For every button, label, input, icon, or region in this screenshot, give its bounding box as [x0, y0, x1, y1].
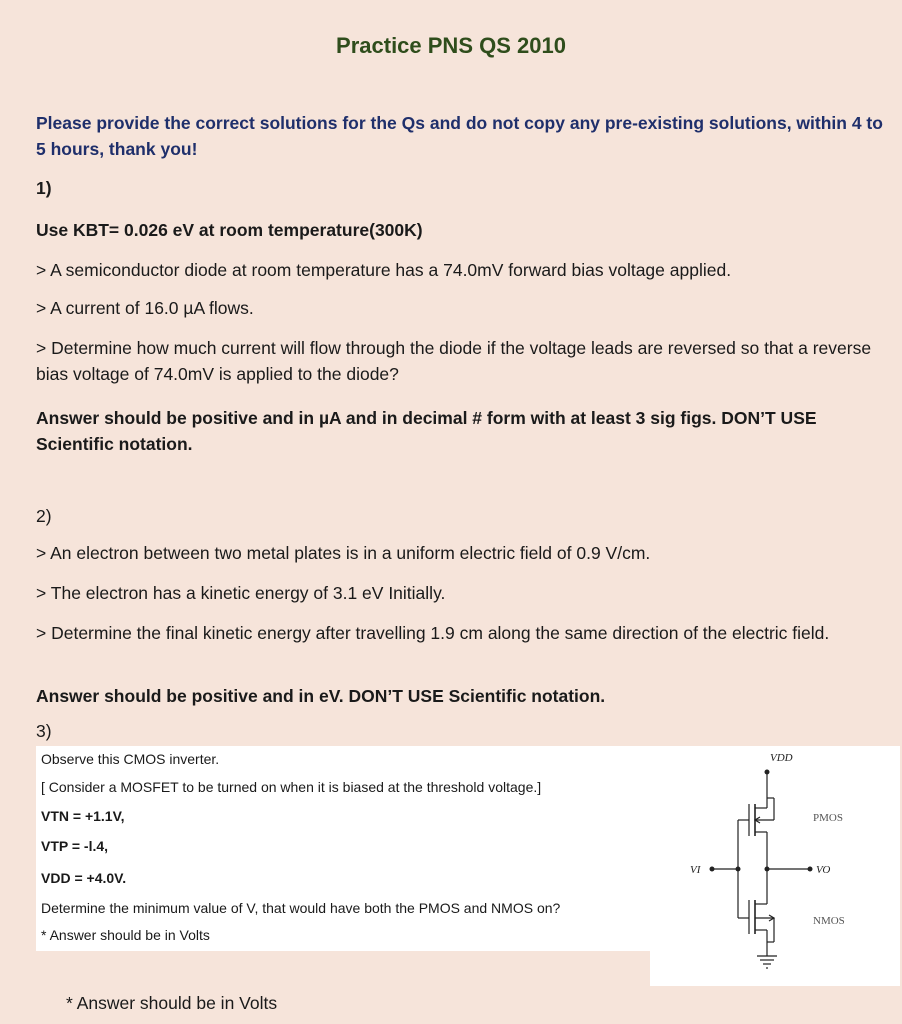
cmos-inverter-diagram — [650, 746, 900, 986]
q1-answer-note: Answer should be positive and in µA and in decimal # form with at least 3 sig figs. DON’T USE Scientific notation. — [36, 408, 817, 454]
q3-vtp: VTP = -l.4, — [41, 838, 109, 854]
ground-icon — [757, 956, 777, 968]
q3-determine: Determine the minimum value of V, that would have both the PMOS and NMOS on? — [41, 900, 561, 916]
q1-given: Use KBT= 0.026 eV at room temperature(300K) — [36, 220, 423, 240]
page-title: Practice PNS QS 2010 — [336, 33, 566, 58]
q3-vtn: VTN = +1.1V, — [41, 808, 125, 824]
vi-label: VI — [690, 864, 701, 876]
nmos-transistor — [738, 888, 774, 956]
q2-line1: > An electron between two metal plates is in a uniform electric field of 0.9 V/cm. — [36, 543, 651, 563]
cmos-inverter-svg — [650, 746, 900, 986]
q1-line1: > A semiconductor diode at room temperature has a 74.0mV forward bias voltage applied. — [36, 260, 732, 280]
q1-line2: > A current of 16.0 µA flows. — [36, 298, 254, 318]
q3-number: 3) — [36, 721, 52, 741]
q1-number: 1) — [36, 178, 52, 198]
vdd-label: VDD — [770, 752, 793, 764]
q3-observe: Observe this CMOS inverter. — [41, 751, 220, 767]
q1-line3: > Determine how much current will flow through the diode if the voltage leads are reversed so that a reverse bias voltage of 74.0mV is applied to the diode? — [36, 338, 872, 384]
q2-answer-note: Answer should be positive and in eV. DON’T USE Scientific notation. — [36, 686, 606, 706]
q3-answer-note: * Answer should be in Volts — [66, 993, 278, 1013]
vo-label: VO — [816, 864, 831, 876]
q3-box-answer: * Answer should be in Volts — [41, 927, 210, 943]
vo-terminal — [808, 867, 813, 872]
pmos-label: PMOS — [813, 812, 843, 824]
q2-line2: > The electron has a kinetic energy of 3.1 eV Initially. — [36, 583, 446, 603]
q3-consider: [ Consider a MOSFET to be turned on when it is biased at the threshold voltage.] — [41, 779, 542, 795]
q3-vdd: VDD = +4.0V. — [41, 870, 127, 886]
intro-text: Please provide the correct solutions for the Qs and do not copy any pre-existing solutions, within 4 to 5 hours, thank you! — [36, 113, 883, 159]
q2-number: 2) — [36, 506, 52, 526]
q2-line3: > Determine the final kinetic energy after travelling 1.9 cm along the same direction of the electric field. — [36, 623, 830, 643]
nmos-label: NMOS — [813, 915, 845, 927]
pmos-transistor — [738, 788, 774, 852]
